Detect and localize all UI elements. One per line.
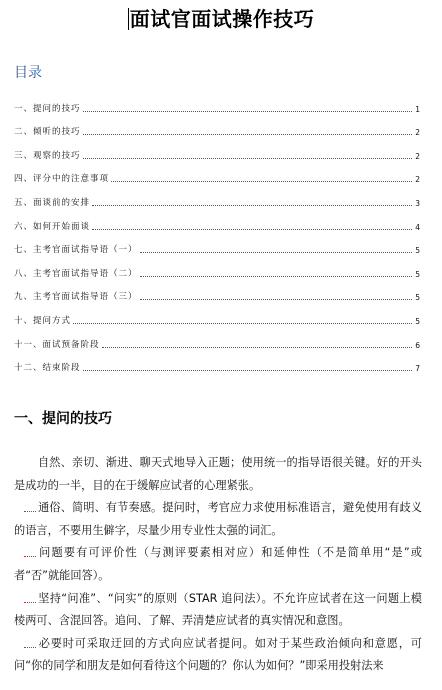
- toc-page-number: 5: [415, 316, 420, 326]
- paragraph: [14, 542, 422, 587]
- toc-entry-6[interactable]: [14, 208, 420, 232]
- spellcheck-underline: [24, 552, 36, 557]
- paragraph-text: 问题要有可评价性（与测评要素相对应）和延伸性（不是简单用“是”或者“否”就能回答）。: [14, 546, 422, 582]
- toc-entry-label: 十、提问方式: [14, 315, 72, 326]
- toc-dot-leader: [83, 110, 412, 112]
- paragraph-text: 自然、亲切、渐进、聊天式地导入正题；使用统一的指导语很关键。好的开头是成功的一半，目的在于缓解应试者的心理紧张。: [14, 456, 422, 492]
- toc-entry-label: 七、主考官面试指导语（一）: [14, 245, 138, 256]
- toc-entry-label: 六、如何开始面谈: [14, 221, 91, 232]
- spellcheck-underline: [24, 643, 36, 648]
- toc-dot-leader: [73, 322, 412, 324]
- toc-entry-5[interactable]: [14, 184, 420, 208]
- toc-entry-2[interactable]: [14, 114, 420, 138]
- paragraph: [14, 633, 422, 678]
- spellcheck-underline: [24, 507, 36, 512]
- toc-page-number: 7: [415, 364, 420, 374]
- toc-dot-leader: [92, 204, 412, 206]
- paragraph-text: 通俗、简明、有节奏感。提问时，考官应力求使用标准语言，避免使用有歧义的语言，不要用生僻字，尽量少用专业性太强的词汇。: [14, 501, 422, 537]
- section-heading: 一、提问的技巧: [14, 411, 112, 427]
- toc-page-number: 6: [415, 340, 420, 350]
- toc-entry-label: 二、倾听的技巧: [14, 127, 81, 138]
- toc-entry-1[interactable]: [14, 90, 420, 114]
- toc-entry-label: 一、提问的技巧: [14, 103, 81, 114]
- toc-entry-7[interactable]: [14, 232, 420, 256]
- toc-page-number: 1: [415, 104, 420, 114]
- toc-entry-label: 十一、面试预备阶段: [14, 339, 100, 350]
- toc-entry-3[interactable]: [14, 137, 420, 161]
- toc-entry-label: 五、面谈前的安排: [14, 197, 91, 208]
- table-of-contents: [14, 90, 420, 373]
- toc-dot-leader: [102, 346, 412, 348]
- toc-page-number: 3: [415, 198, 420, 208]
- toc-page-number: 5: [415, 293, 420, 303]
- text-cursor: [128, 8, 129, 30]
- toc-entry-10[interactable]: [14, 302, 420, 326]
- toc-dot-leader: [92, 228, 412, 230]
- toc-dot-leader: [83, 157, 412, 159]
- toc-entry-label: 十二、结束阶段: [14, 363, 81, 374]
- spellcheck-underline: [24, 598, 36, 603]
- toc-entry-12[interactable]: [14, 350, 420, 374]
- toc-dot-leader: [111, 180, 412, 182]
- toc-page-number: 4: [415, 222, 420, 232]
- toc-page-number: 5: [415, 269, 420, 279]
- toc-entry-11[interactable]: [14, 326, 420, 350]
- toc-dot-leader: [83, 133, 412, 135]
- paragraph: [14, 588, 422, 633]
- document-title: [0, 4, 442, 34]
- toc-dot-leader: [83, 369, 412, 371]
- toc-dot-leader: [140, 251, 412, 253]
- toc-dot-leader: [140, 275, 412, 277]
- toc-entry-label: 三、观察的技巧: [14, 150, 81, 161]
- toc-entry-label: 九、主考官面试指导语（三）: [14, 292, 138, 303]
- toc-page-number: 5: [415, 246, 420, 256]
- paragraph: [14, 452, 422, 497]
- toc-dot-leader: [140, 298, 412, 300]
- toc-entry-8[interactable]: [14, 255, 420, 279]
- toc-entry-9[interactable]: [14, 279, 420, 303]
- paragraph-text: 必要时可采取迂回的方式向应试者提问。如对于某些政治倾向和意愿，可问“你的同学和朋友是如何看待这个问题的？你认为如何？”即采用投射法来: [14, 636, 422, 673]
- toc-entry-label: 四、评分中的注意事项: [14, 174, 110, 185]
- toc-page-number: 2: [415, 128, 420, 138]
- body-text: [14, 452, 422, 678]
- toc-page-number: 2: [415, 151, 420, 161]
- toc-entry-4[interactable]: [14, 161, 420, 185]
- paragraph: [14, 497, 422, 542]
- paragraph-text: 坚持“问准”、“问实”的原则（STAR 追问法）。不允许应试者在这一问题上模棱两可、含混回答。追问、了解、弄清楚应试者的真实情况和意图。: [14, 591, 422, 628]
- toc-entry-label: 八、主考官面试指导语（二）: [14, 268, 138, 279]
- toc-page-number: 2: [415, 175, 420, 185]
- toc-heading: 目录: [14, 65, 42, 81]
- document-title-text: 面试官面试操作技巧: [129, 7, 315, 31]
